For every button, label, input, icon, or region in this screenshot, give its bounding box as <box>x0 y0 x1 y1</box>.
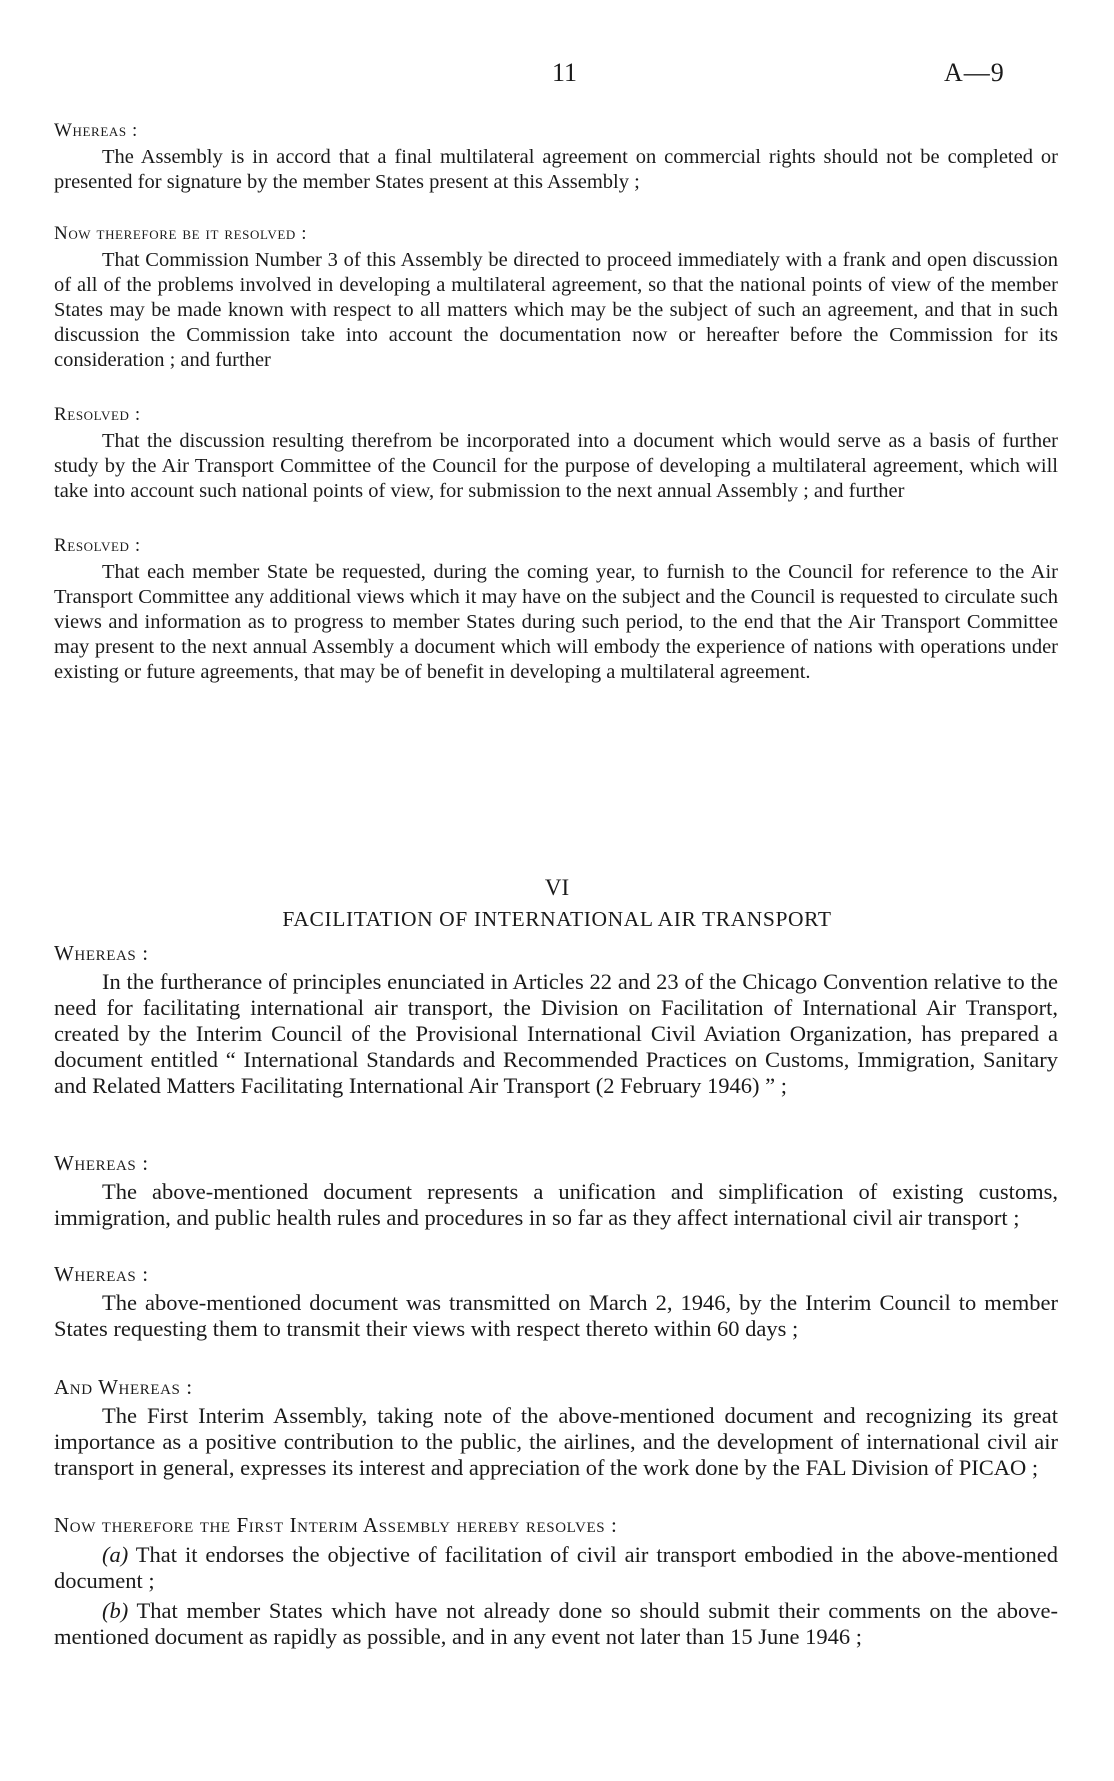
resolves-heading: Now therefore the First Interim Assembly hereby resolves : <box>54 1513 618 1537</box>
whereas-heading: Whereas : <box>54 120 138 141</box>
whereas-paragraph: The Assembly is in accord that a final multilateral agreement on commercial rights should not be completed or presented for signature by the member States present at this Assembly ; <box>54 146 1058 193</box>
whereas-paragraph: The above-mentioned document represents a unification and simplification of existing customs, immigration, and public health rules and procedures in so far as they affect international civil air transport ; <box>54 1179 1058 1230</box>
section-title: FACILITATION OF INTERNATIONAL AIR TRANSPORT <box>282 907 832 931</box>
resolution-paragraph: That the discussion resulting therefrom be incorporated into a document which would serve as a basis of further study by the Air Transport Committee of the Council for the purpose of developing a multilateral agreement, which will take into account such national points of view, for submission to the next annual Assembly ; and further <box>54 430 1058 502</box>
document-reference: A—9 <box>944 58 1005 87</box>
item-text: That it endorses the objective of facilitation of civil air transport embodied in the above-mentioned document ; <box>54 1542 1058 1593</box>
item-text: That member States which have not already done so should submit their comments on the above-mentioned document as rapidly as possible, and in any event not later than 15 June 1946 ; <box>54 1598 1058 1649</box>
resolution-item-a <box>54 1542 1058 1594</box>
whereas-paragraph: The above-mentioned document was transmitted on March 2, 1946, by the Interim Council to member States requesting them to transmit their views with respect thereto within 60 days ; <box>54 1290 1058 1341</box>
resolution-item-b <box>54 1598 1058 1650</box>
whereas-paragraph: In the furtherance of principles enunciated in Articles 22 and 23 of the Chicago Convention relative to the need for facilitating international air transport, the Division on Facilitation of International Air Transport, created by the Interim Council of the Provisional International Civil Aviation Organization, has prepared a document entitled “ International Standards and Recommended Practices on Customs, Immigration, Sanitary and Related Matters Facilitating International Air Transport (2 February 1946) ” ; <box>54 969 1058 1098</box>
resolution-paragraph: That Commission Number 3 of this Assembly be directed to proceed immediately with a frank and open discussion of all of the problems involved in developing a multilateral agreement, so that the national points of view of the member States may be made known with respect to all matters which may be the subject of such an agreement, and that in such discussion the Commission take into account the documentation now or hereafter before the Commission for its consideration ; and further <box>54 249 1058 371</box>
item-marker: (a) <box>102 1542 129 1567</box>
page-header <box>0 58 1114 98</box>
and-whereas-heading: And Whereas : <box>54 1375 193 1399</box>
section-number: VI <box>544 875 570 900</box>
whereas-heading: Whereas : <box>54 1262 149 1286</box>
whereas-paragraph: The First Interim Assembly, taking note of the above-mentioned document and recognizing its great importance as a positive contribution to the public, the airlines, and the development of international civil air transport in general, expresses its interest and appreciation of the work done by the FAL Division of PICAO ; <box>54 1403 1058 1480</box>
whereas-heading: Whereas : <box>54 1151 149 1175</box>
resolved-heading: Now therefore be it resolved : <box>54 223 308 244</box>
resolved-heading: Resolved : <box>54 404 141 425</box>
page-number: 11 <box>552 58 578 87</box>
whereas-heading: Whereas : <box>54 941 149 965</box>
item-marker: (b) <box>102 1598 129 1623</box>
resolved-heading: Resolved : <box>54 535 141 556</box>
resolution-paragraph: That each member State be requested, during the coming year, to furnish to the Council for reference to the Air Transport Committee any additional views which it may have on the subject and the Council is requested to circulate such views and information as to progress to member States during such period, to the end that the Air Transport Committee may present to the next annual Assembly a document which will embody the experience of nations with operations under existing or future agreements, that may be of benefit in developing a multilateral agreement. <box>54 561 1058 683</box>
